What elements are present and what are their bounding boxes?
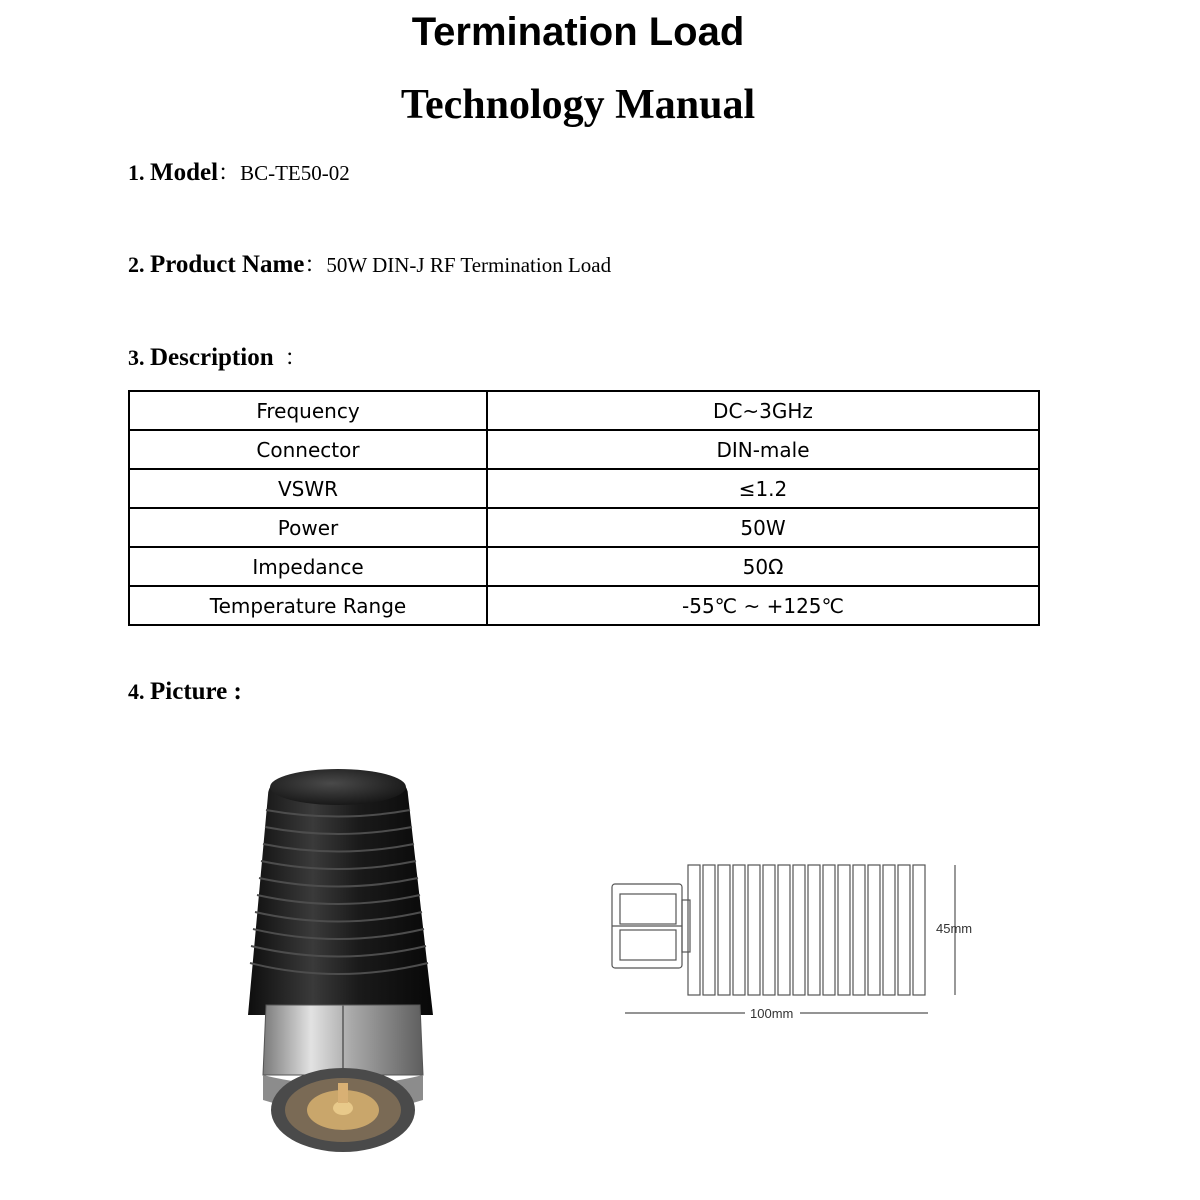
picture-line xyxy=(128,677,242,707)
picture-label: Picture xyxy=(150,678,228,705)
spec-value: -55℃ ~ +125℃ xyxy=(487,586,1039,625)
spec-key: Connector xyxy=(129,430,487,469)
product-name-number: 2. xyxy=(128,252,145,277)
picture-number: 4. xyxy=(128,679,145,704)
spec-key: Temperature Range xyxy=(129,586,487,625)
page-title: Termination Load xyxy=(411,10,745,54)
length-dimension-label: 100mm xyxy=(750,1006,794,1021)
spec-value: DC~3GHz xyxy=(487,391,1039,430)
table-row xyxy=(129,508,1039,547)
heatsink-body xyxy=(248,770,433,1015)
spec-value: 50W xyxy=(487,508,1039,547)
description-number: 3. xyxy=(128,345,145,370)
spec-key: VSWR xyxy=(129,469,487,508)
description-label: Description xyxy=(150,344,274,371)
model-value: BC-TE50-02 xyxy=(240,161,350,185)
table-row xyxy=(129,469,1039,508)
table-row xyxy=(129,586,1039,625)
table-row xyxy=(129,391,1039,430)
description-line xyxy=(128,343,307,373)
description-separator: ： xyxy=(273,345,307,370)
product-name-label: Product Name xyxy=(150,251,305,278)
model-label: Model xyxy=(150,159,219,186)
spec-value: 50Ω xyxy=(487,547,1039,586)
table-row xyxy=(129,430,1039,469)
spec-value: ≤1.2 xyxy=(487,469,1039,508)
dimension-drawing xyxy=(600,850,990,1040)
product-name-value: 50W DIN-J RF Termination Load xyxy=(326,253,612,277)
spec-key: Frequency xyxy=(129,391,487,430)
model-number: 1. xyxy=(128,160,145,185)
table-row xyxy=(129,547,1039,586)
product-photo xyxy=(238,765,448,1165)
product-name-line xyxy=(128,250,611,280)
spec-value: DIN-male xyxy=(487,430,1039,469)
height-dimension-label: 45mm xyxy=(936,921,973,936)
heatsink-cap xyxy=(270,769,406,805)
page-subtitle: Technology Manual xyxy=(400,82,756,128)
spec-key: Impedance xyxy=(129,547,487,586)
model-line xyxy=(128,158,350,188)
model-separator: ： xyxy=(218,160,241,185)
spec-table xyxy=(128,390,1040,626)
spec-key: Power xyxy=(129,508,487,547)
picture-separator: : xyxy=(227,678,242,705)
product-name-separator: ： xyxy=(304,252,327,277)
